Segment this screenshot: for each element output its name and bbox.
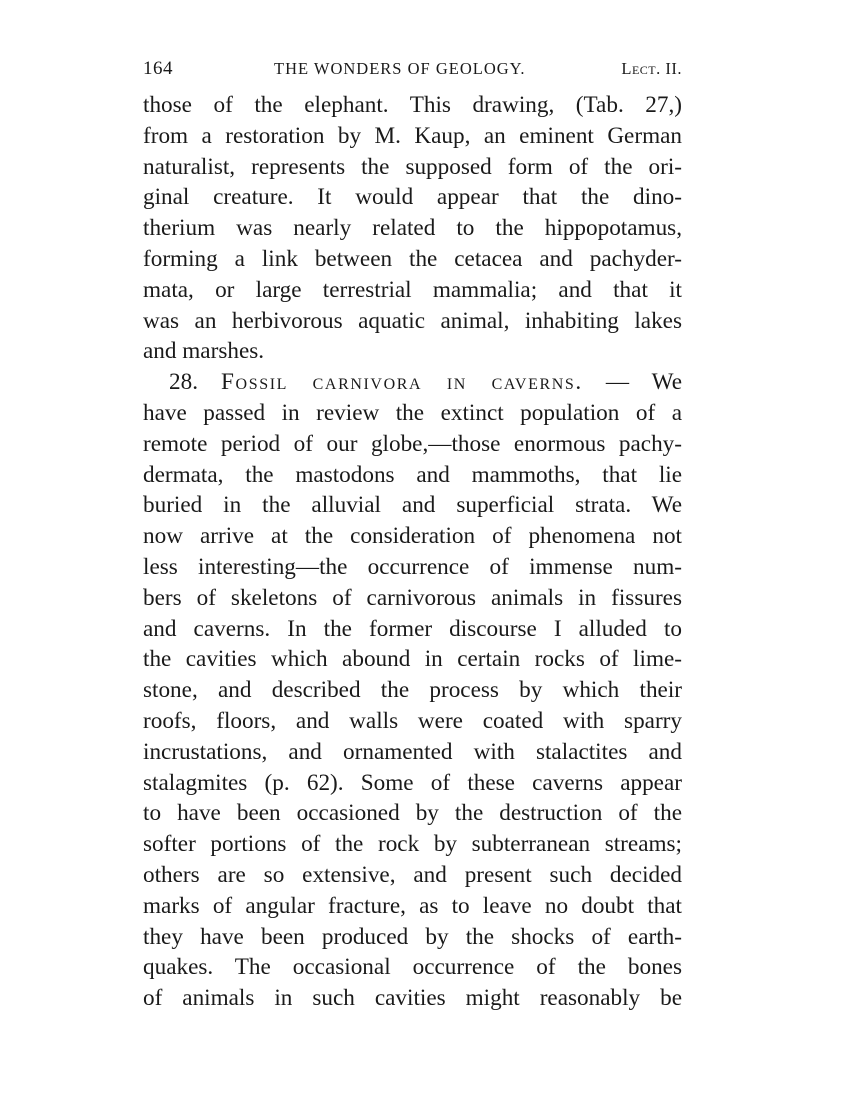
text-line: roofs, floors, and walls were coated with sparry — [143, 707, 682, 734]
section-heading: Fossil carnivora in caverns. — [221, 369, 583, 396]
section-heading-rest: — We — [605, 369, 683, 396]
text-line: of animals in such cavities might reasonably be — [143, 985, 682, 1012]
section-number: 28. — [169, 369, 198, 396]
text-line: from a restoration by M. Kaup, an eminent German — [143, 122, 682, 149]
text-line: marks of angular fracture, as to leave no doubt that — [143, 892, 682, 919]
text-line: have passed in review the extinct population of a — [143, 399, 682, 426]
paragraph-continuation — [143, 90, 682, 367]
text-line: remote period of our globe,—those enormous pachy- — [143, 430, 682, 457]
text-line: stone, and described the process by which their — [143, 677, 682, 704]
text-line: they have been produced by the shocks of earth- — [143, 923, 682, 950]
running-head — [143, 58, 682, 88]
text-line: and marshes. — [143, 338, 265, 365]
lecture-label: Lect. II. — [621, 59, 682, 78]
section-heading-line — [143, 367, 682, 398]
page-number: 164 — [143, 58, 173, 79]
book-page — [143, 58, 682, 1014]
text-line: mata, or large terrestrial mammalia; and that it — [143, 276, 682, 303]
text-line: less interesting—the occurrence of immense num- — [143, 553, 682, 580]
text-line: and caverns. In the former discourse I alluded to — [143, 615, 682, 642]
text-line: to have been occasioned by the destruction of the — [143, 800, 682, 827]
text-line: incrustations, and ornamented with stalactites and — [143, 738, 682, 765]
text-line: was an herbivorous aquatic animal, inhabiting lakes — [143, 307, 682, 334]
text-line: forming a link between the cetacea and pachyder- — [143, 245, 682, 272]
text-line: now arrive at the consideration of phenomena not — [143, 523, 682, 550]
text-line: quakes. The occasional occurrence of the bones — [143, 954, 682, 981]
text-line: bers of skeletons of carnivorous animals in fissures — [143, 584, 682, 611]
text-line: softer portions of the rock by subterranean streams; — [143, 831, 682, 858]
text-line: dermata, the mastodons and mammoths, that lie — [143, 461, 682, 488]
text-line: therium was nearly related to the hippopotamus, — [143, 215, 682, 242]
running-title: THE WONDERS OF GEOLOGY. — [274, 59, 526, 78]
text-line: buried in the alluvial and superficial strata. We — [143, 492, 682, 519]
text-line: ginal creature. It would appear that the dino- — [143, 184, 682, 211]
text-line: the cavities which abound in certain rocks of lime- — [143, 646, 682, 673]
text-line: those of the elephant. This drawing, (Tab. 27,) — [143, 92, 682, 118]
text-line: others are so extensive, and present such decided — [143, 861, 682, 888]
body-text — [143, 90, 682, 1014]
text-line: stalagmites (p. 62). Some of these caverns appear — [143, 769, 682, 796]
section-paragraph — [143, 367, 682, 1014]
text-line: naturalist, represents the supposed form of the ori- — [143, 153, 682, 180]
